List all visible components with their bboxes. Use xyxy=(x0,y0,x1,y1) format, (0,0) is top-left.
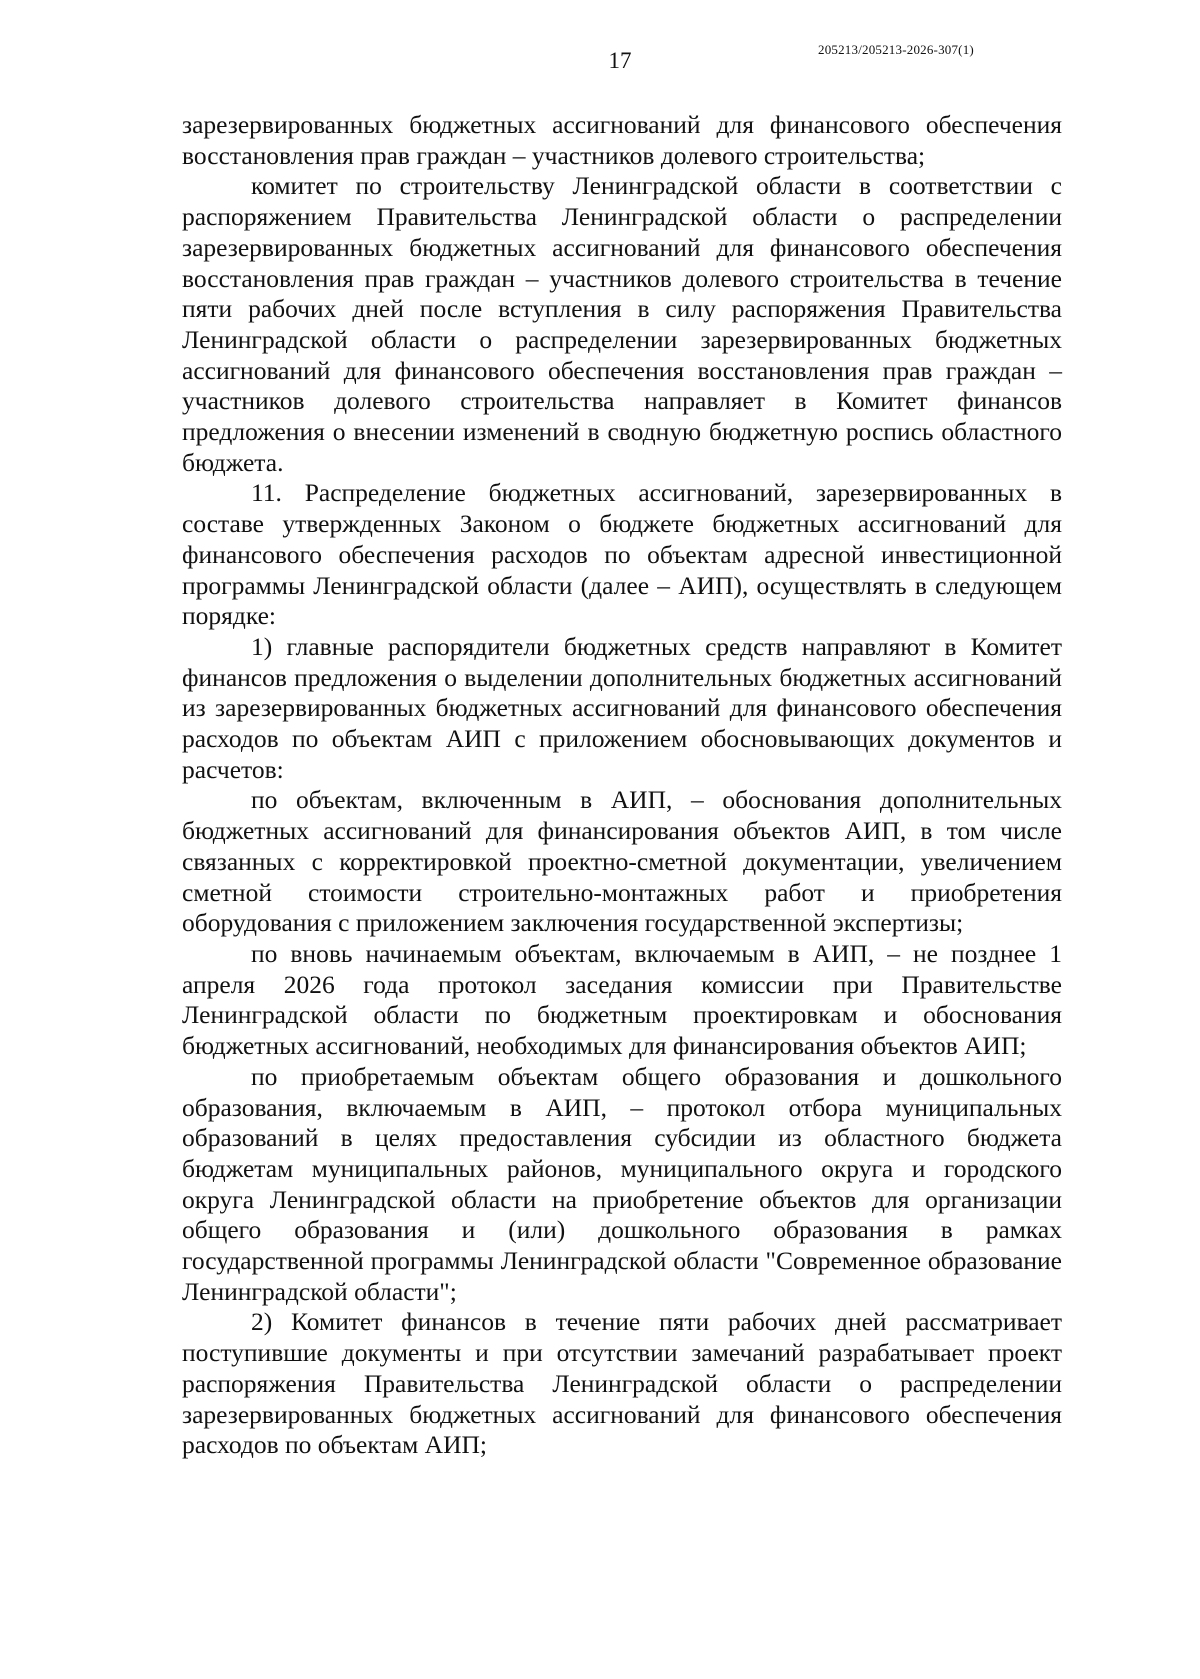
document-body xyxy=(182,110,1062,1461)
paragraph-8: 2) Комитет финансов в течение пяти рабочих дней рассматривает поступившие документы и при отсутствии замечаний разрабатывает проект распоряжения Правительства Ленинградской области о распределении зарезервированных бюджетных ассигнований для финансового обеспечения расходов по объектам АИП; xyxy=(182,1307,1062,1460)
paragraph-2: комитет по строительству Ленинградской области в соответствии с распоряжением Правительства Ленинградской области о распределении зарезервированных бюджетных ассигнований для финансового обеспечения восстановления прав граждан – участников долевого строительства в течение пяти рабочих дней после вступления в силу распоряжения Правительства Ленинградской области о распределении зарезервированных бюджетных ассигнований для финансового обеспечения восстановления прав граждан – участников долевого строительства направляет в Комитет финансов предложения о внесении изменений в сводную бюджетную роспись областного бюджета. xyxy=(182,171,1062,477)
paragraph-7: по приобретаемым объектам общего образования и дошкольного образования, включаемым в АИП, – протокол отбора муниципальных образований в целях предоставления субсидии из областного бюджета бюджетам муниципальных районов, муниципального округа и городского округа Ленинградской области на приобретение объектов для организации общего образования и (или) дошкольного образования в рамках государственной программы Ленинградской области "Современное образование Ленинградской области"; xyxy=(182,1061,1062,1306)
page-number: 17 xyxy=(608,48,632,73)
paragraph-6: по вновь начинаемым объектам, включаемым в АИП, – не позднее 1 апреля 2026 года протокол заседания комиссии при Правительстве Ленинградской области по бюджетным проектировкам и обоснования бюджетных ассигнований, необходимых для финансирования объектов АИП; xyxy=(182,938,1062,1061)
paragraph-4: 1) главные распорядители бюджетных средств направляют в Комитет финансов предложения о выделении дополнительных бюджетных ассигнований из зарезервированных бюджетных ассигнований для финансового обеспечения расходов по объектам АИП с приложением обосновывающих документов и расчетов: xyxy=(182,631,1062,784)
document-id: 205213/205213-2026-307(1) xyxy=(818,42,974,57)
paragraph-1: зарезервированных бюджетных ассигнований для финансового обеспечения восстановления прав граждан – участников долевого строительства; xyxy=(182,110,1062,170)
paragraph-5: по объектам, включенным в АИП, – обоснования дополнительных бюджетных ассигнований для финансирования объектов АИП, в том числе связанных с корректировкой проектно-сметной документации, увеличением сметной стоимости строительно-монтажных работ и приобретения оборудования с приложением заключения государственной экспертизы; xyxy=(182,785,1062,938)
paragraph-3: 11. Распределение бюджетных ассигнований, зарезервированных в составе утвержденных Законом о бюджете бюджетных ассигнований для финансового обеспечения расходов по объектам адресной инвестиционной программы Ленинградской области (далее – АИП), осуществлять в следующем порядке: xyxy=(182,478,1062,631)
